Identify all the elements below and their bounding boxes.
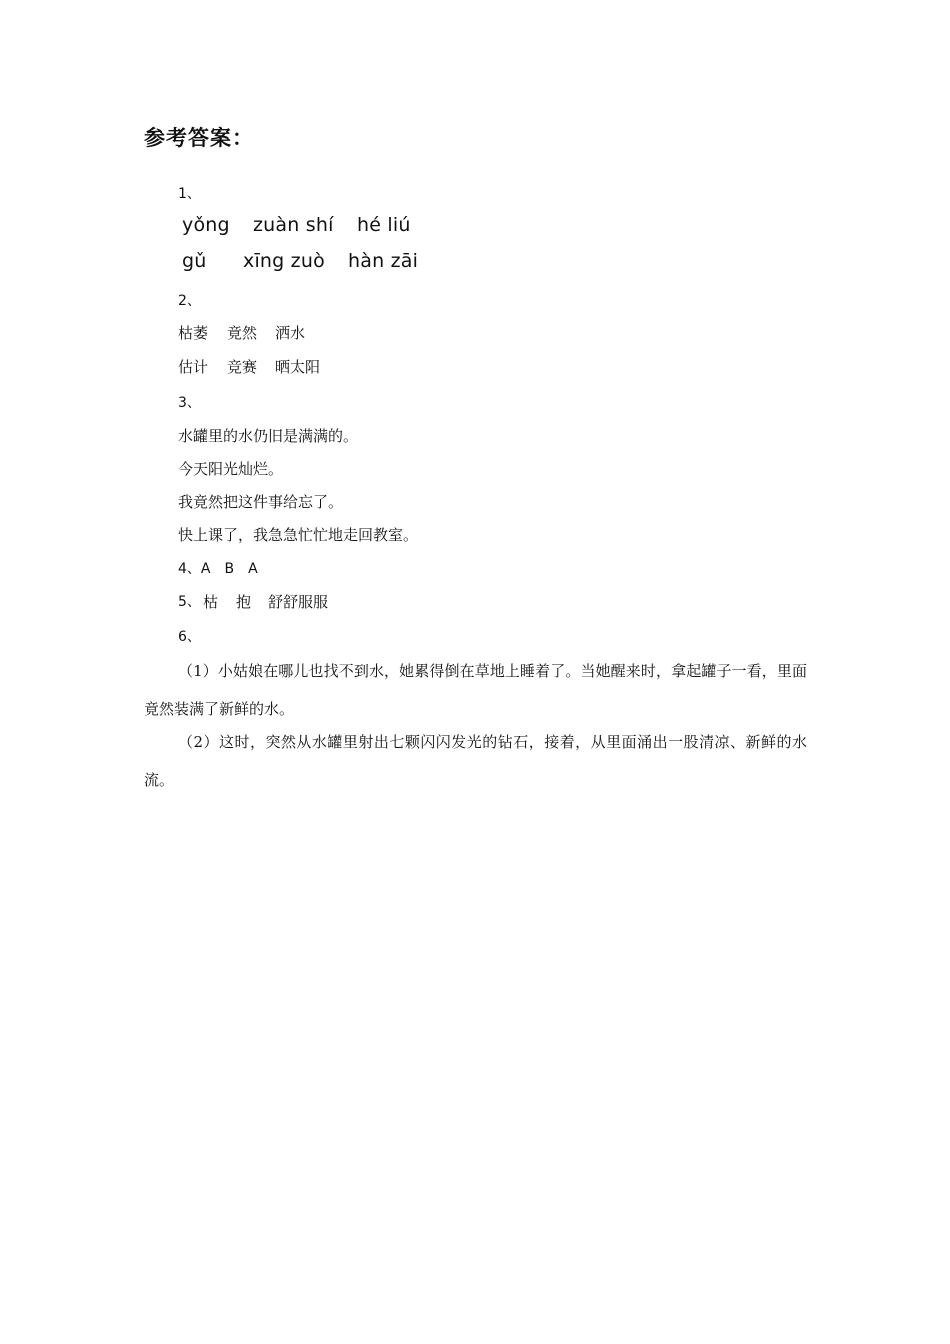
question-3-label: 3、	[178, 395, 201, 411]
word-answer: 洒水	[275, 324, 306, 342]
paragraph-answer-1: （1）小姑娘在哪儿也找不到水，她累得倒在草地上睡着了。当她醒来时，拿起罐子一看，里面竟然装满了新鲜的水。	[144, 662, 807, 718]
sentence-answer: 水罐里的水仍旧是满满的。	[178, 427, 359, 445]
word-answer: 舒舒服服	[268, 593, 329, 611]
pinyin-answer: xīng zuò	[243, 250, 325, 272]
question-1-label: 1、	[178, 186, 201, 202]
word-answer: 抱	[236, 593, 252, 611]
word-answer: 枯	[203, 593, 219, 611]
pinyin-row-1	[0, 214, 950, 240]
pinyin-answer: hàn zāi	[348, 250, 419, 272]
word-answer: 晒太阳	[275, 358, 321, 376]
pinyin-row-2	[0, 250, 950, 276]
sentence-answer: 我竟然把这件事给忘了。	[178, 493, 344, 511]
sentence-answer: 今天阳光灿烂。	[178, 460, 284, 478]
paragraph-answer-2: （2）这时，突然从水罐里射出七颗闪闪发光的钻石，接着，从里面涌出一股清凉、新鲜的水流。	[144, 733, 807, 789]
page-title: 参考答案：	[144, 126, 254, 150]
pinyin-answer: yǒng	[182, 214, 230, 236]
question-2-label: 2、	[178, 293, 201, 309]
pinyin-answer: hé liú	[357, 214, 411, 236]
pinyin-answer: zuàn shí	[253, 214, 334, 236]
question-4-answer: 4、A B A	[178, 561, 258, 577]
question-5-label: 5、	[178, 594, 201, 610]
word-answer: 估计	[178, 358, 209, 376]
pinyin-answer: gǔ	[182, 250, 207, 272]
sentence-answer: 快上课了，我急急忙忙地走回教室。	[178, 526, 419, 544]
question-6-label: 6、	[178, 629, 201, 645]
word-answer: 竞赛	[227, 358, 258, 376]
word-answer: 竟然	[227, 324, 258, 342]
word-answer: 枯萎	[178, 324, 209, 342]
